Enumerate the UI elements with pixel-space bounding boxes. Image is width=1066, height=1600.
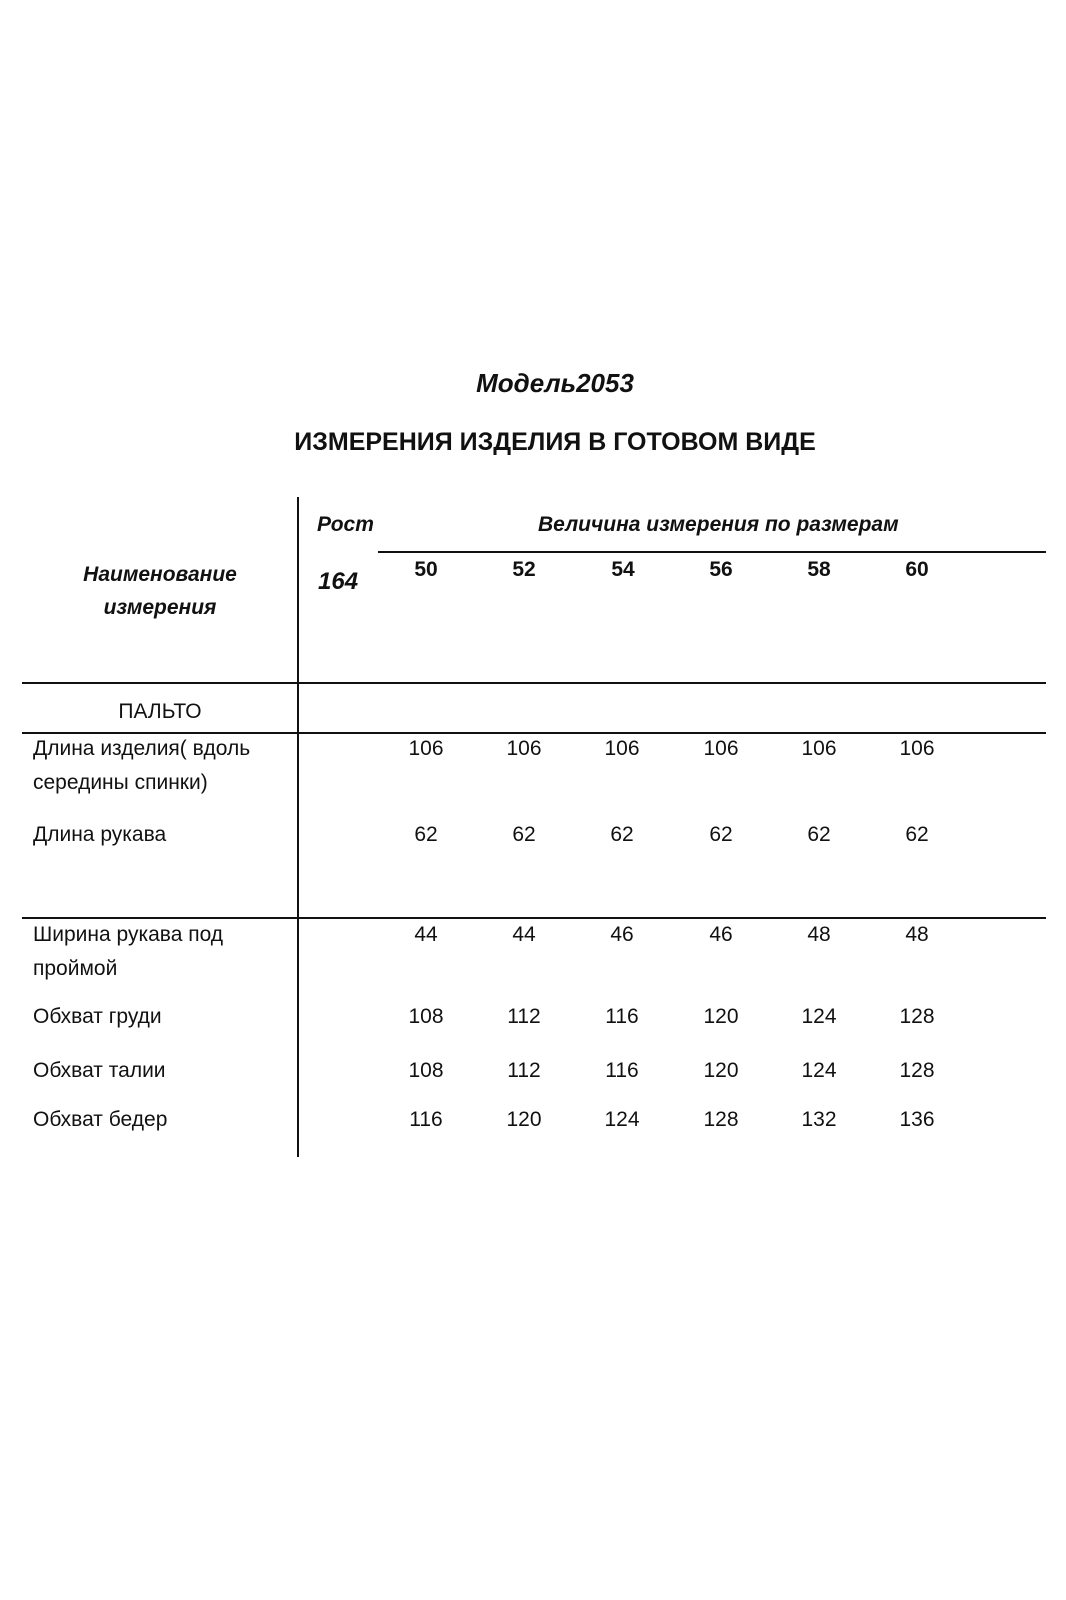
cell-value: 132	[801, 1108, 837, 1131]
size-header-50: 50	[414, 558, 438, 581]
cell-value: 124	[801, 1005, 837, 1028]
cell-value: 108	[408, 1005, 444, 1028]
cell-value: 108	[408, 1059, 444, 1082]
size-header-52: 52	[512, 558, 536, 581]
row-label: Обхват груди	[33, 1005, 162, 1028]
cell-value: 120	[703, 1005, 739, 1028]
cell-value: 62	[610, 823, 634, 846]
cell-value: 62	[414, 823, 438, 846]
vertical-divider	[297, 497, 299, 1157]
cell-value: 120	[703, 1059, 739, 1082]
size-header-56: 56	[709, 558, 733, 581]
row-label: Длина изделия( вдоль середины спинки)	[33, 737, 251, 794]
cell-value: 116	[605, 1005, 639, 1028]
cell-value: 116	[409, 1108, 443, 1131]
cell-value: 62	[807, 823, 831, 846]
cell-value: 46	[610, 923, 634, 946]
page-title: ИЗМЕРЕНИЯ ИЗДЕЛИЯ В ГОТОВОМ ВИДЕ	[294, 428, 816, 456]
cell-value: 62	[709, 823, 733, 846]
header-bottom-border	[22, 682, 1046, 684]
sizes-header: Величина измерения по размерам	[538, 513, 899, 536]
cell-value: 106	[801, 737, 837, 760]
size-header-54: 54	[611, 558, 635, 581]
cell-value: 112	[507, 1059, 541, 1082]
cell-value: 128	[899, 1059, 935, 1082]
section-label: ПАЛЬТО	[118, 700, 202, 723]
row-label: Ширина рукава под проймой	[33, 923, 224, 980]
cell-value: 136	[899, 1108, 935, 1131]
height-value: 164	[318, 568, 359, 595]
size-header-60: 60	[905, 558, 929, 581]
row-label: Длина рукава	[33, 823, 167, 846]
cell-value: 124	[801, 1059, 837, 1082]
height-label: Рост	[317, 513, 374, 536]
cell-value: 120	[506, 1108, 542, 1131]
cell-value: 62	[512, 823, 536, 846]
cell-value: 106	[506, 737, 542, 760]
size-header-58: 58	[807, 558, 831, 581]
cell-value: 44	[512, 923, 536, 946]
sizes-header-underline	[378, 551, 1046, 553]
row-label: Обхват бедер	[33, 1108, 168, 1131]
measurement-name-header: Наименование измерения	[83, 563, 237, 619]
cell-value: 106	[408, 737, 444, 760]
cell-value: 106	[604, 737, 640, 760]
model-title: Модель2053	[476, 368, 634, 398]
row-label: Обхват талии	[33, 1059, 166, 1082]
cell-value: 128	[703, 1108, 739, 1131]
cell-value: 106	[703, 737, 739, 760]
cell-value: 124	[604, 1108, 640, 1131]
cell-value: 128	[899, 1005, 935, 1028]
cell-value: 48	[905, 923, 929, 946]
cell-value: 62	[905, 823, 929, 846]
cell-value: 112	[507, 1005, 541, 1028]
cell-value: 44	[414, 923, 438, 946]
cell-value: 48	[807, 923, 831, 946]
cell-value: 106	[899, 737, 935, 760]
cell-value: 46	[709, 923, 733, 946]
cell-value: 116	[605, 1059, 639, 1082]
